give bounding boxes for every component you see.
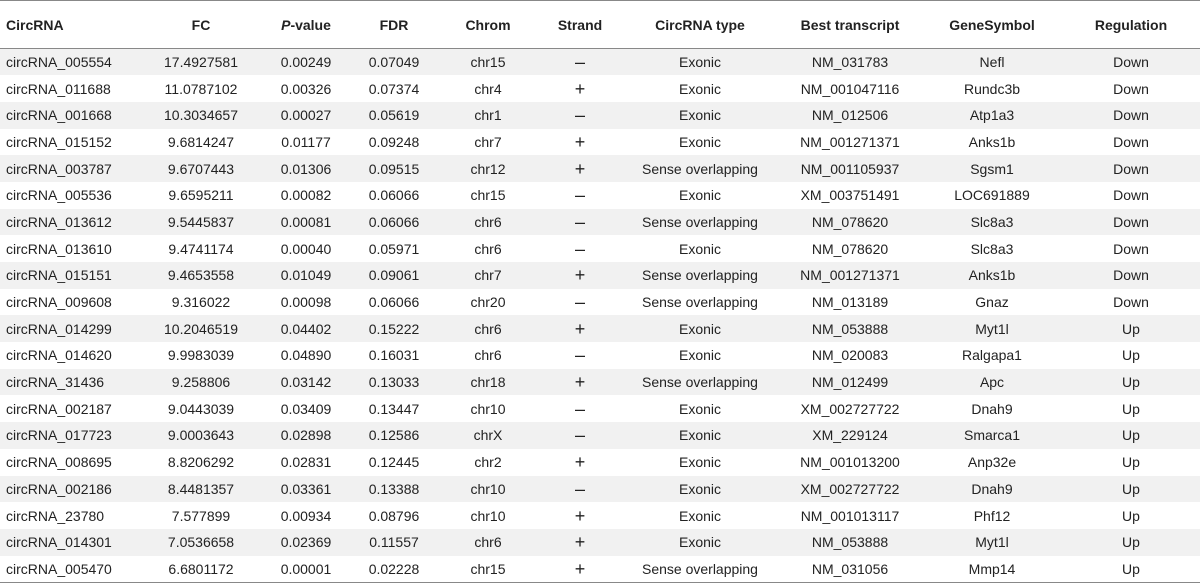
header-circrna: CircRNA [0,1,140,49]
cell-circrna-id: circRNA_009608 [6,294,112,311]
table-row [0,476,1200,503]
cell-fdr: 0.08796 [368,507,420,524]
cell-p-value: 0.04402 [280,320,332,337]
cell-p-value: 0.03409 [280,400,332,417]
cell-regulation: Up [1122,374,1140,391]
cell-best-transcript: NM_013189 [811,294,889,311]
cell-p-value: 0.01306 [280,160,332,177]
cell-circrna-id: circRNA_002186 [6,480,112,497]
cell-fc: 9.4741174 [168,240,234,257]
cell-circrna-type: Exonic [678,480,722,497]
cell-circrna-type: Sense overlapping [642,374,758,391]
cell-best-transcript: NM_031783 [811,54,889,71]
cell-fdr: 0.09248 [368,133,420,150]
cell-circrna-type: Exonic [678,320,722,337]
cell-regulation: Up [1122,427,1140,444]
cell-regulation: Up [1062,556,1200,583]
cell-best-transcript: XM_229124 [812,427,888,444]
cell-strand: – [574,238,585,259]
cell-fdr: 0.05971 [368,240,420,257]
table-row [0,342,1200,369]
cell-circrna-type: Exonic [678,240,722,257]
cell-gene-symbol: Myt1l [975,320,1009,337]
cell-strand: + [574,452,586,473]
cell-chrom: chr1 [474,107,502,124]
cell-gene-symbol: Anp32e [967,454,1017,471]
cell-gene-symbol: Gnaz [975,294,1009,311]
table-row [0,129,1200,156]
header-strand: Strand [538,1,622,49]
cell-strand: – [574,211,585,232]
cell-best-transcript: NM_001271371 [800,133,900,150]
cell-p-value: 0.02369 [280,534,332,551]
cell-regulation: Down [1113,80,1149,97]
cell-strand: + [574,131,586,152]
cell-chrom: chr7 [474,133,502,150]
cell-p-value: 0.02898 [280,427,332,444]
cell-p-value: 0.01177 [281,133,331,150]
cell-regulation: Up [1122,480,1140,497]
header-row [0,1,1200,49]
cell-fdr: 0.16031 [368,347,420,364]
cell-best-transcript: XM_002727722 [800,480,900,497]
cell-strand: + [574,158,586,179]
cell-p-value: 0.00040 [280,240,332,257]
header-p-italic: P [281,16,291,33]
cell-fdr: 0.15222 [368,320,420,337]
cell-fc: 8.4481357 [167,480,235,497]
table-row [0,182,1200,209]
cell-regulation: Up [1122,400,1140,417]
cell-best-transcript: NM_001271371 [800,267,900,284]
cell-fdr: 0.11557 [369,534,419,551]
cell-fdr: 0.06066 [368,294,420,311]
cell-circrna-id: circRNA_014299 [6,320,112,337]
table-body [0,49,1200,583]
cell-p-value: 0.00934 [280,507,332,524]
cell-circrna-type: Exonic [678,427,722,444]
table-row [0,449,1200,476]
cell-strand: + [574,78,586,99]
cell-chrom: chr20 [470,294,506,311]
cell-best-transcript: NM_053888 [811,534,889,551]
cell-regulation: Up [1122,454,1140,471]
table-row [0,102,1200,129]
cell-strand: – [574,105,585,126]
cell-fc: 9.258806 [171,374,231,391]
cell-fc: 9.6595211 [168,187,234,204]
cell-circrna-type: Exonic [678,454,722,471]
table-row [0,209,1200,236]
cell-fc: 9.4653558 [167,267,235,284]
cell-fc: 9.0443039 [167,400,235,417]
table-row [0,395,1200,422]
cell-chrom: chr15 [470,187,506,204]
cell-circrna-id: circRNA_002187 [6,400,112,417]
cell-strand: – [574,292,585,313]
cell-p-value: 0.04890 [280,347,332,364]
cell-fc: 9.5445837 [167,213,235,230]
cell-gene-symbol: Slc8a3 [970,213,1014,230]
cell-chrom: chr6 [474,320,502,337]
cell-best-transcript: NM_012506 [811,107,889,124]
table-row [0,155,1200,182]
table-row [0,49,1200,76]
cell-best-transcript: NM_053888 [811,320,889,337]
cell-p-value: 0.00326 [280,80,332,97]
cell-fdr: 0.12445 [368,454,420,471]
cell-gene-symbol: Atp1a3 [969,107,1015,124]
cell-fdr: 0.13447 [368,400,420,417]
cell-fdr: 0.12586 [368,427,420,444]
cell-gene-symbol: Ralgapa1 [962,347,1022,364]
cell-circrna-id: circRNA_015152 [6,133,112,150]
header-circrna-type: CircRNA type [622,1,778,49]
cell-fdr: 0.07374 [368,80,420,97]
header-fdr: FDR [350,1,438,49]
cell-fc: 7.577899 [171,507,231,524]
cell-p-value: 0.03142 [280,374,332,391]
header-regulation: Regulation [1062,1,1200,49]
cell-strand: – [574,345,585,366]
cell-circrna-id: circRNA_008695 [6,454,112,471]
cell-regulation: Down [1113,107,1149,124]
cell-circrna-id: circRNA_005470 [0,556,140,583]
cell-fc: 9.6707443 [167,160,235,177]
cell-circrna-type: Sense overlapping [642,294,758,311]
cell-circrna-id: circRNA_001668 [6,107,112,124]
cell-strand: + [538,556,622,583]
cell-circrna-type: Sense overlapping [622,556,778,583]
cell-circrna-type: Exonic [678,133,722,150]
cell-fc: 8.8206292 [167,454,235,471]
cell-fdr: 0.09061 [368,267,420,284]
cell-circrna-id: circRNA_005536 [6,187,112,204]
cell-p-value: 0.00249 [280,54,332,71]
cell-gene-symbol: LOC691889 [954,187,1030,204]
cell-strand: – [574,425,585,446]
cell-fc: 7.0536658 [167,534,235,551]
cell-circrna-type: Exonic [678,107,722,124]
cell-chrom: chr6 [474,534,502,551]
cell-strand: – [574,478,585,499]
cell-chrom: chr4 [474,80,502,97]
cell-best-transcript: XM_003751491 [800,187,900,204]
cell-best-transcript: NM_012499 [811,374,889,391]
table-row [0,556,1200,583]
cell-circrna-id: circRNA_23780 [6,507,105,524]
cell-regulation: Up [1122,507,1140,524]
cell-chrom: chr6 [474,347,502,364]
table-row [0,75,1200,102]
cell-strand: – [574,398,585,419]
cell-gene-symbol: Dnah9 [971,400,1013,417]
cell-p-value: 0.00027 [280,107,332,124]
cell-p-value: 0.00001 [262,556,350,583]
cell-p-value: 0.01049 [280,267,332,284]
cell-circrna-type: Sense overlapping [642,160,758,177]
cell-circrna-id: circRNA_005554 [6,54,112,71]
cell-p-value: 0.03361 [280,480,332,497]
cell-strand: + [574,318,586,339]
cell-fdr: 0.06066 [368,187,420,204]
cell-circrna-id: circRNA_015151 [6,267,112,284]
cell-gene-symbol: Phf12 [973,507,1011,524]
header-fc: FC [140,1,262,49]
cell-best-transcript: NM_001105937 [800,160,900,177]
cell-chrom: chr10 [470,507,506,524]
header-chrom: Chrom [438,1,538,49]
table-row [0,315,1200,342]
cell-regulation: Down [1113,294,1149,311]
cell-fc: 9.9983039 [167,347,235,364]
cell-p-value: 0.00081 [280,213,332,230]
cell-strand: – [574,52,585,73]
cell-circrna-type: Exonic [678,400,722,417]
cell-circrna-id: circRNA_014620 [6,347,112,364]
cell-strand: – [574,185,585,206]
cell-chrom: chr6 [474,240,502,257]
cell-fc: 11.0787102 [164,80,238,97]
cell-strand: + [574,505,586,526]
cell-fc: 9.0003643 [167,427,235,444]
table-row [0,529,1200,556]
cell-gene-symbol: Slc8a3 [970,240,1014,257]
cell-fc: 10.2046519 [164,320,238,337]
cell-regulation: Down [1113,160,1149,177]
cell-gene-symbol: Apc [979,374,1005,391]
cell-chrom: chr15 [470,54,506,71]
cell-circrna-type: Exonic [678,80,722,97]
cell-gene-symbol: Dnah9 [971,480,1013,497]
cell-strand: + [574,372,586,393]
cell-circrna-type: Exonic [678,347,722,364]
cell-chrom: chr7 [474,267,502,284]
cell-best-transcript: XM_002727722 [800,400,900,417]
cell-best-transcript: NM_078620 [811,240,889,257]
table-row [0,262,1200,289]
table-header [0,1,1200,49]
cell-gene-symbol: Rundc3b [963,80,1021,97]
cell-circrna-type: Exonic [678,507,722,524]
cell-p-value: 0.02831 [280,454,332,471]
cell-gene-symbol: Myt1l [975,534,1009,551]
cell-fdr: 0.02228 [350,556,438,583]
cell-regulation: Up [1122,320,1140,337]
cell-regulation: Down [1113,213,1149,230]
cell-fc: 10.3034657 [164,107,238,124]
cell-chrom: chr18 [470,374,506,391]
cell-regulation: Down [1113,240,1149,257]
cell-best-transcript: NM_078620 [811,213,889,230]
cell-fc: 9.316022 [171,294,231,311]
cell-chrom: chr12 [470,160,506,177]
table-row [0,422,1200,449]
cell-circrna-id: circRNA_003787 [6,160,112,177]
cell-chrom: chrX [473,427,503,444]
cell-fdr: 0.05619 [368,107,420,124]
cell-circrna-type: Sense overlapping [642,267,758,284]
cell-fc: 6.6801172 [140,556,262,583]
cell-strand: + [574,532,586,553]
cell-fdr: 0.07049 [368,54,420,71]
cell-best-transcript: NM_020083 [811,347,889,364]
table-row [0,502,1200,529]
cell-regulation: Up [1122,534,1140,551]
cell-regulation: Down [1113,133,1149,150]
cell-chrom: chr15 [438,556,538,583]
cell-fdr: 0.06066 [368,213,420,230]
cell-best-transcript: NM_001013117 [800,507,900,524]
cell-gene-symbol: Sgsm1 [970,160,1014,177]
cell-regulation: Down [1113,187,1149,204]
cell-chrom: chr10 [470,480,506,497]
cell-fc: 17.4927581 [164,54,238,71]
header-p-rest: -value [290,16,331,33]
cell-gene-symbol: Smarca1 [963,427,1021,444]
cell-fdr: 0.13388 [368,480,420,497]
cell-circrna-id: circRNA_011688 [6,80,111,97]
cell-best-transcript: NM_001047116 [800,80,900,97]
cell-p-value: 0.00098 [280,294,332,311]
cell-gene-symbol: Anks1b [968,267,1016,284]
cell-circrna-type: Exonic [678,187,722,204]
cell-strand: + [574,265,586,286]
cell-chrom: chr6 [474,213,502,230]
cell-gene-symbol: Nefl [979,54,1005,71]
cell-regulation: Down [1113,54,1149,71]
cell-best-transcript: NM_001013200 [800,454,900,471]
cell-circrna-type: Sense overlapping [642,213,758,230]
cell-fdr: 0.13033 [368,374,420,391]
cell-circrna-type: Exonic [678,534,722,551]
cell-chrom: chr2 [474,454,502,471]
cell-gene-symbol: Anks1b [968,133,1016,150]
cell-gene-symbol: Mmp14 [922,556,1062,583]
cell-regulation: Up [1122,347,1140,364]
cell-circrna-id: circRNA_31436 [6,374,105,391]
header-best-transcript: Best transcript [778,1,922,49]
cell-best-transcript: NM_031056 [778,556,922,583]
cell-circrna-id: circRNA_014301 [6,534,112,551]
cell-fdr: 0.09515 [368,160,420,177]
table-row [0,289,1200,316]
cell-circrna-type: Exonic [678,54,722,71]
cell-fc: 9.6814247 [167,133,235,150]
table-row [0,369,1200,396]
cell-p-value: 0.00082 [280,187,332,204]
cell-chrom: chr10 [470,400,506,417]
cell-regulation: Down [1113,267,1149,284]
cell-circrna-id: circRNA_017723 [6,427,112,444]
cell-circrna-id: circRNA_013612 [6,213,112,230]
header-p-value [262,1,350,49]
cell-circrna-id: circRNA_013610 [6,240,112,257]
header-gene-symbol: GeneSymbol [922,1,1062,49]
table-row [0,235,1200,262]
